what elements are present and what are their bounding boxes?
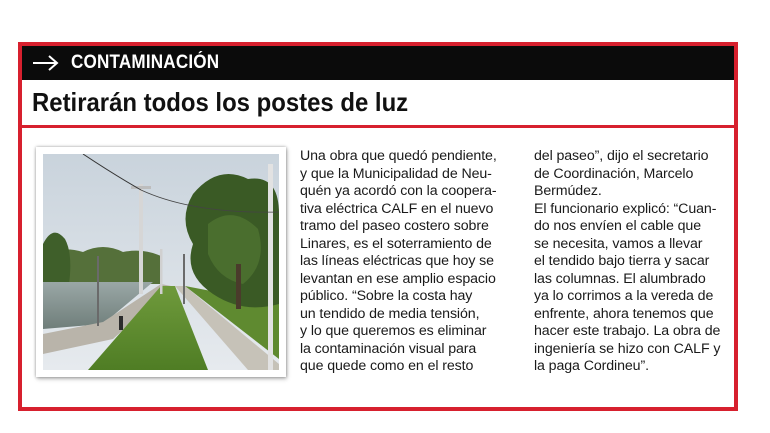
article-line: Una obra que quedó pendiente, [300, 148, 497, 164]
headline: Retirarán todos los postes de luz [32, 87, 409, 117]
article-line: tiva eléctrica CALF en el nuevo [300, 200, 494, 217]
photo-card [36, 147, 286, 377]
article-line: ya lo corrimos a la vereda de [534, 288, 714, 304]
article-line: el tendido bajo tierra y sacar [534, 253, 710, 269]
article-line: enfrente, ahora tenemos que [534, 305, 714, 322]
section-label: CONTAMINACIÓN [71, 52, 220, 73]
article-column-2 [534, 148, 730, 376]
article-line: las líneas eléctricas que hoy se [300, 253, 494, 269]
article-line: Linares, es el soterramiento de [300, 235, 492, 252]
photo-riverside-promenade [43, 154, 279, 370]
article-line: y lo que queremos es eliminar [300, 323, 487, 339]
article-line: do nos envíen el cable que [534, 218, 701, 234]
article-line: El funcionario explicó: “Cuan- [534, 200, 717, 217]
article-line: levantan en ese amplio espacio [300, 270, 496, 287]
article-line: que quede como en el resto [300, 358, 474, 374]
article-line: quén ya acordó con la coopera- [300, 183, 497, 199]
article-line: un tendido de media tensión, [300, 305, 480, 322]
article-line: público. “Sobre la costa hay [300, 288, 473, 304]
article-line: hacer este trabajo. La obra de [534, 323, 721, 339]
article-line: tramo del paseo costero sobre [300, 218, 489, 234]
headline-area [22, 80, 734, 128]
article-line: Bermúdez. [534, 183, 602, 199]
article-line: de Coordinación, Marcelo [534, 165, 694, 182]
article-line: y que la Municipalidad de Neu- [300, 165, 492, 182]
section-bar [22, 46, 734, 80]
article-line: ingeniería se hizo con CALF y [534, 340, 721, 357]
article-column-1 [300, 148, 510, 376]
article-line: del paseo”, dijo el secretario [534, 148, 709, 164]
article-line: se necesita, vamos a llevar [534, 235, 703, 252]
article-line: la contaminación visual para [300, 340, 477, 357]
arrow-right-icon [31, 53, 61, 73]
article-line: las columnas. El alumbrado [534, 270, 706, 287]
article-frame [18, 42, 738, 411]
article-line: la paga Cordineu”. [534, 358, 649, 374]
